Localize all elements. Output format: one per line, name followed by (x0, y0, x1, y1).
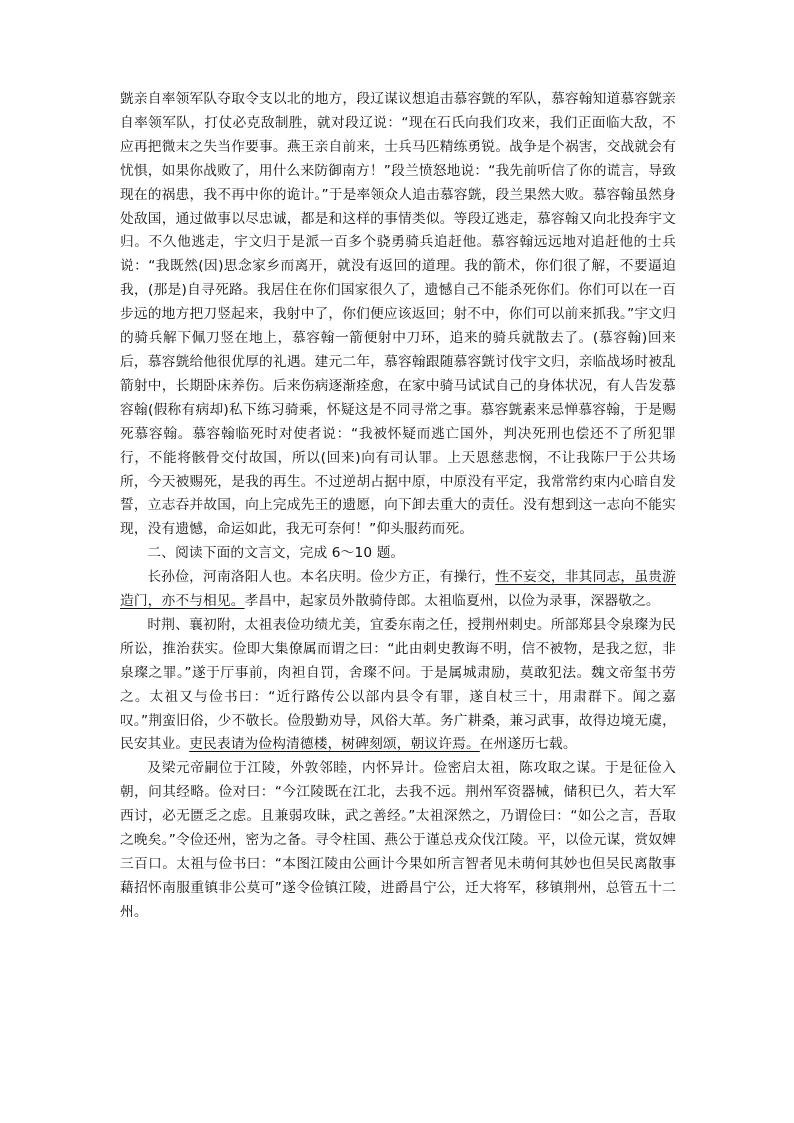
quoted-text: 今江陵既在江北，去我不远。 (282, 784, 466, 801)
text-run: 荆州军资器械，储积已久，若大军西讨，必无匮乏之虑。且兼弱攻昧，武之善经。”太祖深然之，乃谓俭曰：“如公之言，吾取之晚矣。”令俭还州，密为之备。寻令柱国、燕公于谨总戎众伐江陵。平，以俭元谋，赏奴婢三百口。太祖与俭书曰：“本图江陵由公画计今果如所言智者见未萌何其妙也但吴民离散事藉招怀南服重镇非公莫可”遂令俭镇江陵，进爵昌宁公，迁大将军，移镇荆州，总管五十二州。 (120, 784, 676, 920)
text-run: 时荆、襄初附，太祖表俭功绩尤美，宜委东南之任，授荆州刺史。所部郑县令泉璨为民所讼，推治获实。俭即大集僚属而谓之曰：“ (120, 616, 676, 657)
text-run: ，不能将骸骨交付故国，所以(回来)向有司认罪。上天恩慈悲悯，不让我陈尸于公共场所，今天被赐死，是我的再生。不过逆胡占据中原，中原没有平定，我常常约束内心暗自发誓，立志吞并故国，向上完成先王的遗愿，向下卸去重大的责任。没有想到这一志向不能实现，没有遗憾，命运如此，我无可奈何！”仰头服药而死。 (120, 449, 676, 538)
quoted-text: 近行路传公以部内县令有罪，遂自杖三十，用肃群下。闻之嘉叹。 (120, 688, 676, 729)
quoted-text: 此由刺史教诲不明，信不被物，是我之愆，非泉璨之罪。 (120, 640, 676, 681)
section-heading: 二、阅读下面的文言文，完成 6～10 题。 (147, 545, 405, 562)
text-run: 长孙俭，河南洛阳人也。本名庆明。俭少方正，有操行， (147, 569, 496, 586)
text-run: ”遂于厅事前，肉袒自罚，舍璨不问。于是属城肃励，莫敢犯法。魏文帝玺书劳之。太祖又与俭书曰：“ (120, 664, 676, 705)
quoted-text: 我被怀疑而逃亡国外，判决死刑也偿还不了所犯罪行 (120, 425, 676, 466)
paragraph-zhangsun-jian-1 (120, 566, 676, 614)
paragraph-murong-han-translation (120, 88, 676, 542)
underlined-sentence: 吏民表请为俭构清德楼，树碑刻颂，朝议许焉。 (189, 736, 480, 753)
text-run: 及梁元帝嗣位于江陵，外敦邻睦，内怀异计。俭密启太祖，陈攻取之谋。于是征俭入朝，问其经略。俭对曰：“ (120, 760, 676, 801)
paragraph-zhangsun-jian-3 (120, 757, 676, 924)
text-run: 皝亲自率领军队夺取令支以北的地方，段辽谋议想追击慕容皝的军队，慕容翰知道慕容皝亲自率领军队，打仗必克敌制胜，就对段辽说：“现在石氏向我们攻来，我们正面临大敌，不应再把微末之失当作要事。燕王亲自前来，士兵马匹精练勇锐。战争是个祸害，交战就会有忧惧，如果你战败了，用什么来防御南方！”段兰愤怒地说：“我先前听信了你的谎言，导致现在的祸患，我不再中你的诡计。”于是率领众人追击慕容皝，段兰果然大败。慕容翰虽然身处敌国，通过做事以尽忠诚，都是和这样的事情类似。等段辽逃走，慕容翰又向北投奔宇文归。不久他逃走，宇文归于是派一百多个骁勇骑兵追赶他。慕容翰远远地对追赶他的士兵说：“我既然(因)思念家乡而离开，就没有返回的道理。我的箭术，你们很了解，不要逼迫我，(那是)自寻死路。我居住在你们国家很久了，遗憾自己不能杀死你们。你们可以在一百步远的地方把刀竖起来，我射中了，你们便应该返回；射不中，你们可以前来抓我。”宇文归的骑兵解下佩刀竖在地上，慕容翰一箭便射中刀环，追来的骑兵就散去了。(慕容翰)回来后，慕容皝给他很优厚的礼遇。建元二年，慕容翰跟随慕容皝讨伐宇文归，亲临战场时被乱箭射中，长期卧床养伤。后来伤病逐渐痊愈，在家中骑马试试自己的身体状况，有人告发慕容翰(假称有病却)私下练习骑乘，怀疑这是不同寻常之事。慕容皝素来忌惮慕容翰，于是赐死慕容翰。慕容翰临死时对使者说：“ (120, 91, 676, 442)
paragraph-zhangsun-jian-2 (120, 614, 676, 757)
document-page (120, 88, 676, 925)
text-run: 孝昌中，起家员外散骑侍郎。太祖临夏州，以俭为录事，深器敬之。 (244, 593, 660, 610)
underlined-sentence: 性不妄交，非其同志，虽贵游造门，亦不与相见。 (120, 569, 676, 610)
text-run: 在州遂历七载。 (479, 736, 577, 753)
text-run: ”荆蛮旧俗，少不敬长。俭殷勤劝导，风俗大革。务广耕桑，兼习武事，故得边境无虞，民安其业。 (120, 712, 676, 753)
